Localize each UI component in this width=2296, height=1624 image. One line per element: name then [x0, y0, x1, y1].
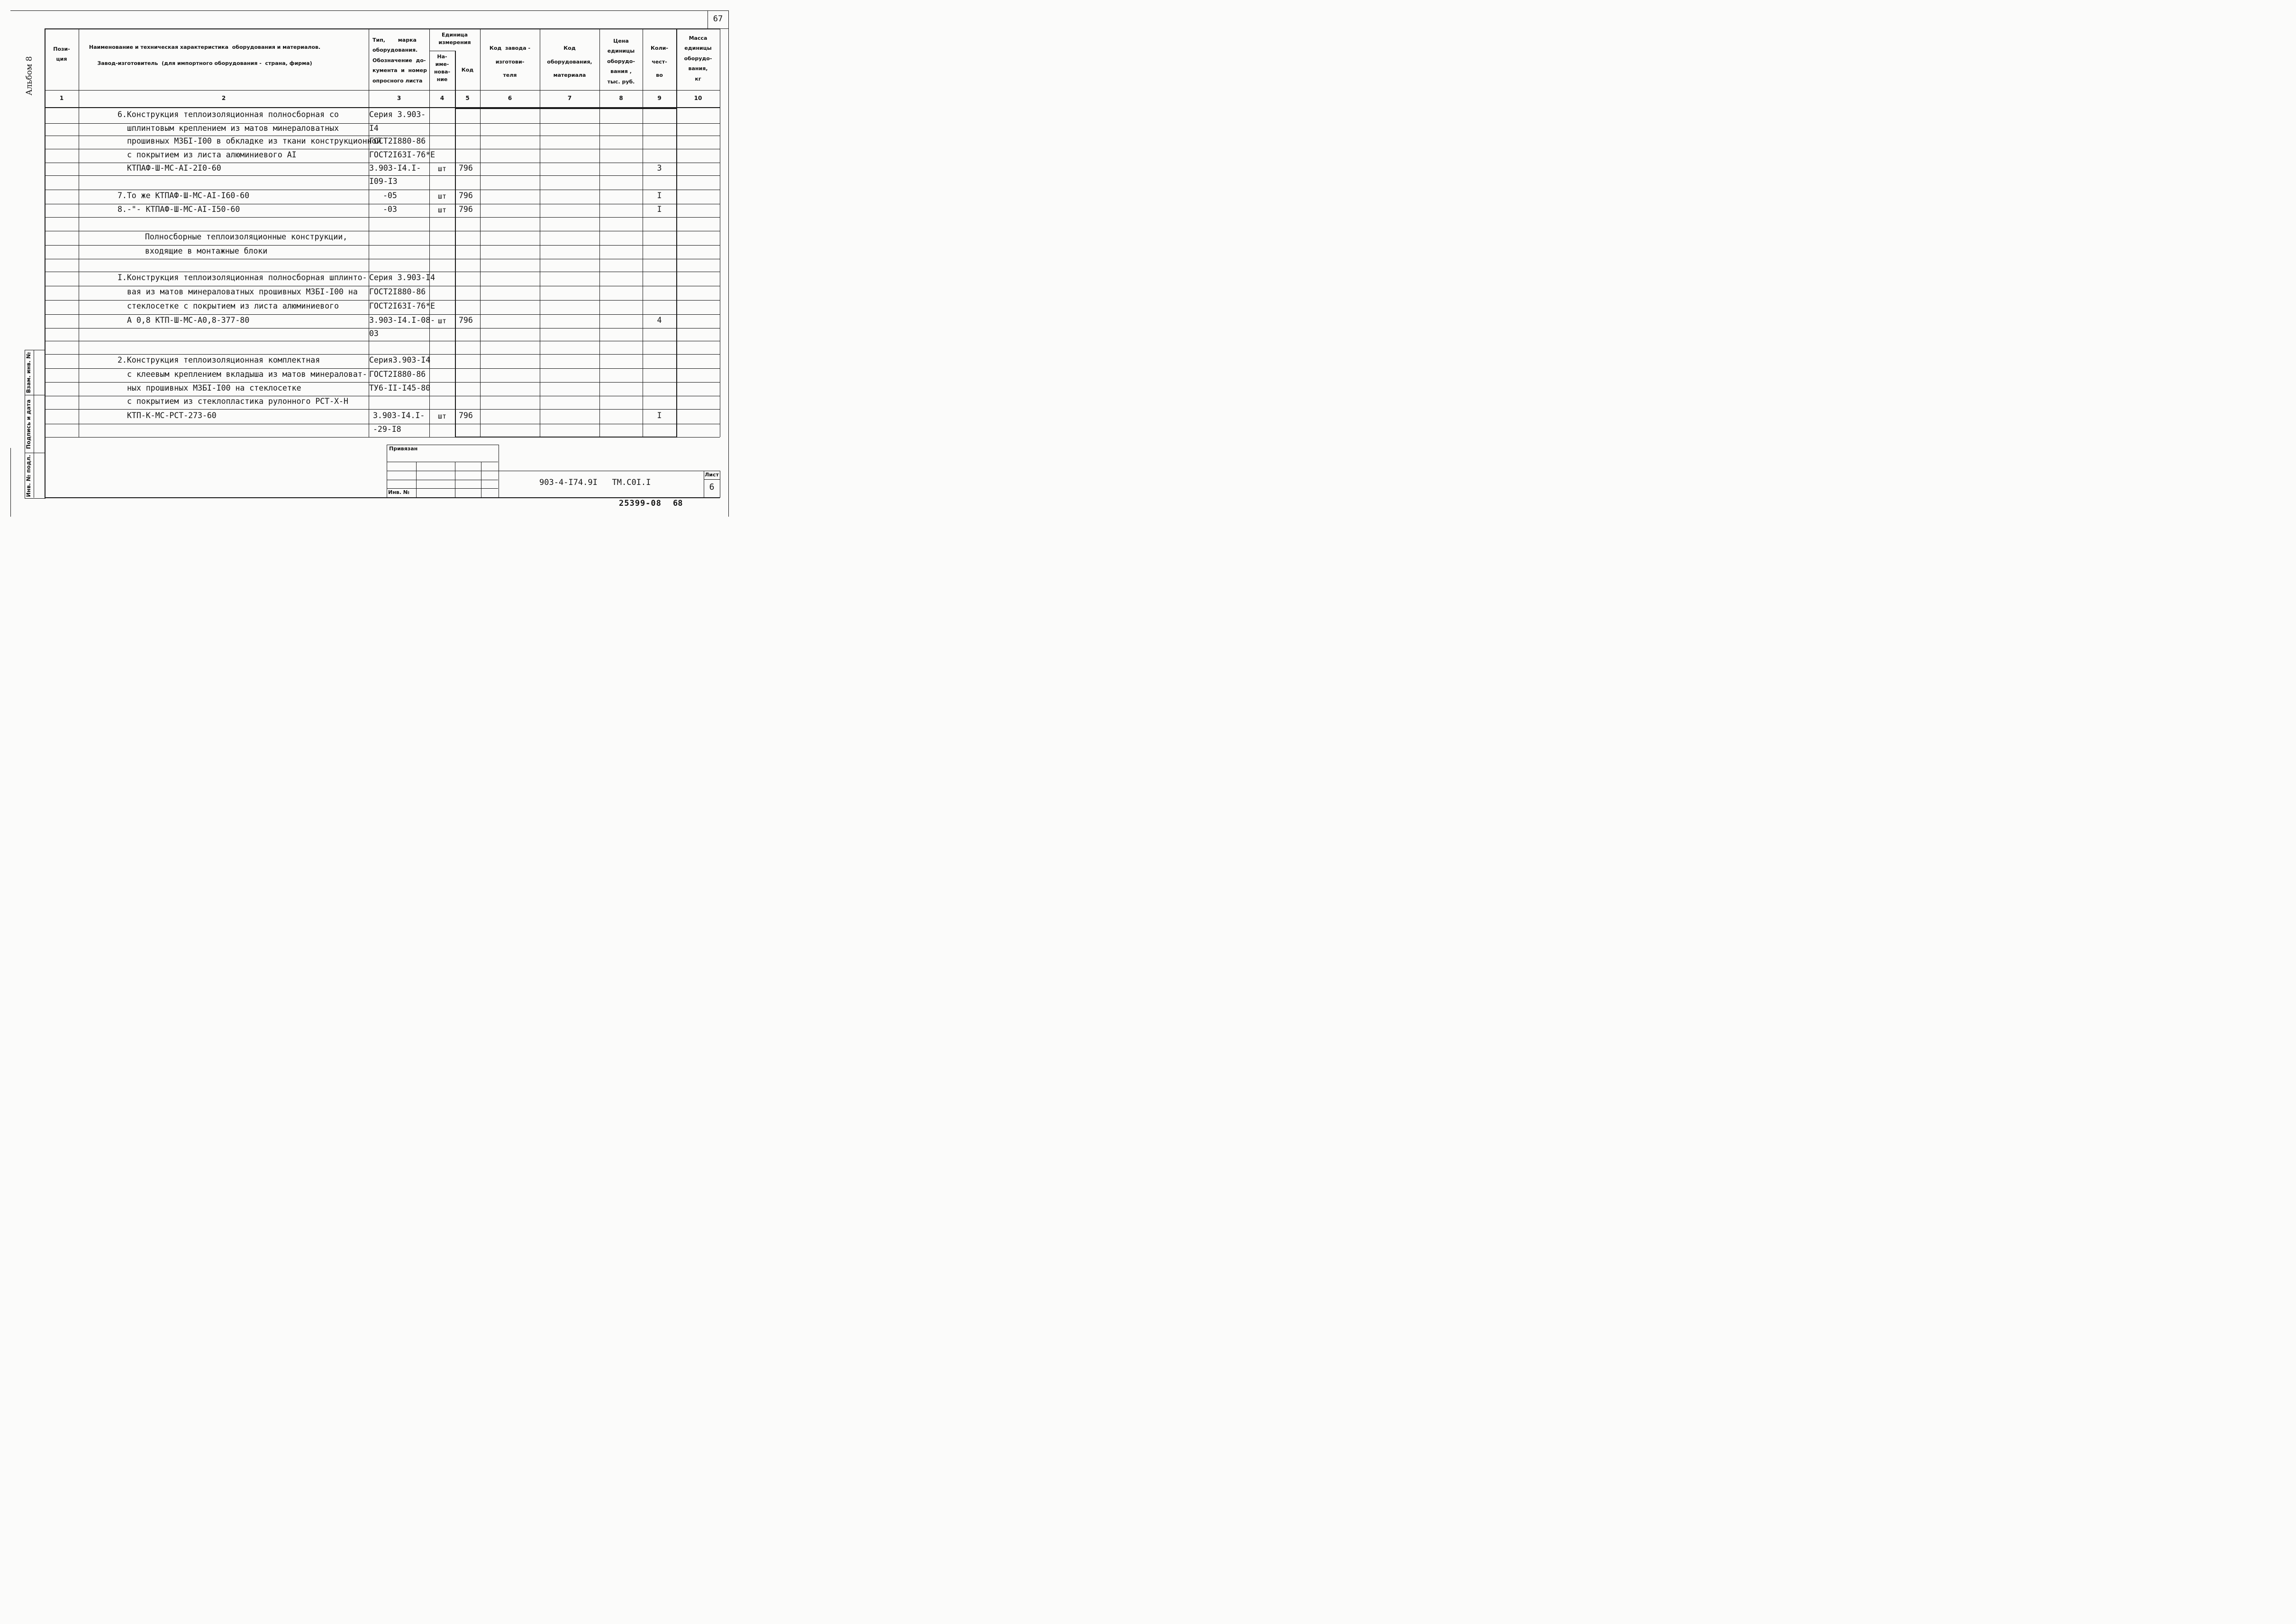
header-position: Пози- ция — [53, 46, 70, 62]
row-name: А 0,8 КТП-Ш-МС-А0,8-377-80 — [127, 316, 250, 325]
header-unit-code: Код — [461, 67, 474, 73]
row-line — [45, 300, 720, 301]
row-line — [45, 354, 720, 355]
inv-no-label: Инв. № — [388, 489, 410, 495]
row-document: ГОСТ2I880-86 — [369, 137, 426, 146]
column-number: 6 — [508, 95, 512, 101]
row-line — [45, 368, 720, 369]
header-unit-group: Единица измерения — [438, 32, 471, 46]
table-top-border — [45, 28, 720, 29]
column-line-9 — [676, 28, 677, 437]
column-line-3 — [429, 28, 430, 437]
side-stamp-inv-podl: Инв. № подл. — [25, 455, 32, 497]
row-document: I09-I3 — [369, 177, 398, 186]
row-name: 6.Конструкция теплоизоляционная полносборная со — [118, 110, 339, 119]
row-unit-code: 796 — [459, 191, 473, 200]
row-unit-name: шт — [437, 317, 447, 325]
row-document: 3.903-I4.I-08- — [369, 316, 436, 325]
row-quantity: I — [657, 205, 662, 214]
row-document: -05 — [383, 191, 397, 200]
row-name: входящие в монтажные блоки — [145, 246, 268, 255]
header-quantity: Коли- чест- во — [651, 45, 668, 79]
right-frame-line — [728, 10, 729, 517]
column-number: 7 — [567, 95, 572, 101]
row-unit-name: шт — [437, 192, 447, 201]
album-label: Альбом 8 — [25, 56, 34, 96]
row-name: 8.-"- КТПАФ-Ш-МС-АI-I50-60 — [118, 205, 240, 214]
sheet-box-line — [704, 479, 720, 480]
column-number: 3 — [397, 95, 401, 101]
archive-number: 25399-08 — [619, 499, 662, 508]
row-document: ГОСТ2I63I-76*Е — [369, 301, 436, 310]
header-price: Цена единицы оборудо- вания , тыс. руб. — [607, 38, 635, 85]
row-line — [45, 314, 720, 315]
header-factory-code: Код завода - изготови- теля — [489, 45, 531, 79]
column-line-5 — [480, 28, 481, 437]
row-name: 2.Конструкция теплоизоляционная комплектная — [118, 356, 320, 365]
frame-bottom-border-right — [498, 497, 720, 498]
header-name-line1: Наименование и техническая характеристика оборудования и материалов. — [89, 44, 321, 50]
row-document: 3.903-I4.I- — [369, 164, 421, 173]
column-number: 2 — [221, 95, 226, 101]
row-name: стеклосетке с покрытием из листа алюминиевого — [127, 301, 339, 310]
row-unit-code: 796 — [459, 205, 473, 214]
header-mass: Масса единицы оборудо- вания, кг — [684, 35, 712, 82]
row-document: Серия3.903-I4 — [369, 356, 431, 365]
row-name: Полносборные теплоизоляционные конструкции, — [145, 232, 348, 241]
row-name: вая из матов минераловатных прошивных МЗБI-I00 на — [127, 287, 358, 296]
side-stamp-vzam: Взам. инв. № — [25, 352, 32, 393]
row-name: прошивных МЗБI-I00 в обкладке из ткани конструкционной — [127, 137, 381, 146]
archive-page: 68 — [673, 499, 683, 508]
row-document: 03 — [369, 329, 379, 338]
left-frame-line — [10, 448, 11, 517]
bold-block-bottom — [455, 437, 676, 438]
row-document: Серия 3.903- — [369, 110, 426, 119]
header-bottom-border — [45, 90, 720, 91]
document-designation: 903-4-I74.9I ТМ.С0I.I — [539, 478, 651, 487]
sheet-number: 6 — [709, 482, 715, 492]
header-name-line2: Завод-изготовитель (для импортного оборудования - страна, фирма) — [97, 60, 312, 66]
row-name: ных прошивных МЗБI-I00 на стеклосетке — [127, 383, 301, 392]
row-line — [45, 175, 720, 176]
column-number: 9 — [657, 95, 662, 101]
column-number: 10 — [694, 95, 702, 101]
row-unit-name: шт — [437, 206, 447, 214]
row-name: с покрытием из листа алюминиевого АI — [127, 150, 297, 159]
column-number: 1 — [59, 95, 64, 101]
row-quantity: I — [657, 411, 662, 420]
row-document: 3.903-I4.I- — [373, 411, 425, 420]
row-unit-code: 796 — [459, 411, 473, 420]
row-document: -29-I8 — [373, 425, 401, 434]
row-line — [45, 245, 720, 246]
row-unit-code: 796 — [459, 164, 473, 173]
column-number: 4 — [440, 95, 445, 101]
header-equipment-code: Код оборудования, материала — [547, 45, 592, 79]
row-document: I4 — [369, 124, 379, 133]
row-line — [45, 382, 720, 383]
row-name: КТПАФ-Ш-МС-АI-2I0-60 — [127, 164, 221, 173]
privyazan-label: Привязан — [389, 446, 418, 452]
column-number: 5 — [465, 95, 470, 101]
row-document: -03 — [383, 205, 397, 214]
row-line — [45, 409, 720, 410]
header-type-doc: Тип, марка оборудования. Обозначение до- кумента и номер опросного листа — [372, 37, 427, 84]
row-name: с покрытием из стеклопластика рулонного РСТ-Х-Н — [127, 397, 348, 406]
side-stamp-podpis: Подпись и дата — [25, 399, 32, 449]
row-document: ГОСТ2I880-86 — [369, 370, 426, 379]
row-document: ГОСТ2I63I-76*Е — [369, 150, 436, 159]
row-document: ТУ6-II-I45-80 — [369, 383, 431, 392]
row-line — [45, 217, 720, 218]
row-unit-name: шт — [437, 164, 447, 173]
row-quantity: 4 — [657, 316, 662, 325]
column-line-7 — [599, 28, 600, 437]
row-quantity: I — [657, 191, 662, 200]
row-name: 7.То же КТПАФ-Ш-МС-АI-I60-60 — [118, 191, 250, 200]
row-unit-name: шт — [437, 412, 447, 420]
row-document: ГОСТ2I880-86 — [369, 287, 426, 296]
bold-block-top — [455, 108, 676, 109]
header-unit-name: На- име- нова- ние — [434, 54, 451, 82]
row-document: Серия 3.903-I4 — [369, 273, 436, 282]
page-number: 67 — [713, 14, 723, 24]
column-number: 8 — [619, 95, 623, 101]
row-name: шплинтовым креплением из матов минераловатных — [127, 124, 339, 133]
row-name: I.Конструкция теплоизоляционная полносборная шплинто- — [118, 273, 367, 282]
row-quantity: 3 — [657, 164, 662, 173]
row-name: КТП-К-МС-РСТ-273-60 — [127, 411, 217, 420]
title-block-vline-1 — [416, 462, 417, 498]
row-unit-code: 796 — [459, 316, 473, 325]
row-name: с клеевым креплением вкладыша из матов минераловат- — [127, 370, 367, 379]
top-frame-line — [10, 10, 728, 11]
sheet-label: Лист — [705, 472, 719, 478]
